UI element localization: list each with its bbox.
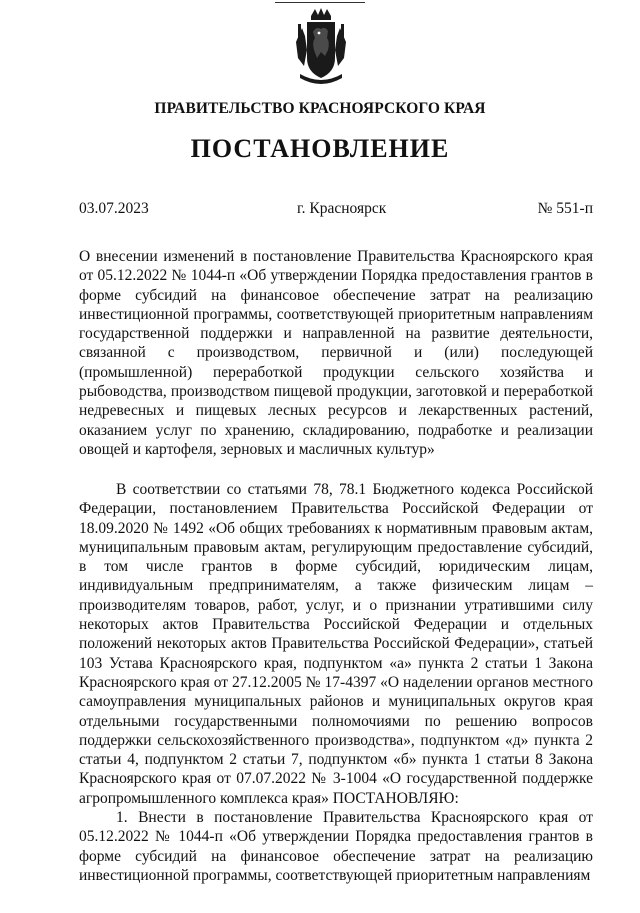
- coat-of-arms-icon: [292, 6, 350, 86]
- preamble-paragraph: В соответствии со статьями 78, 78.1 Бюджетного кодекса Российской Федерации, постановлением Правительства Российской Федерации от 18.09.2020 № 1492 «Об общих требованиях к нормативным правовым актам, муниципальным правовым актам, регулирующим предоставление субсидий, в том числе грантов в форме субсидий, юридическим лицам, индивидуальным предпринимателям, а также физическим лицам – производителям товаров, работ, услуг, и о признании утратившими силу некоторых актов Правительства Российской Федерации и отдельных положений некоторых актов Правительства Российской Федерации», статьей 103 Устава Красноярского края, подпунктом «а» пункта 2 статьи 1 Закона Красноярского края от 27.12.2005 № 17-4397 «О наделении органов местного самоуправления муниципальных районов и муниципальных округов края отдельными государственными полномочиями по решению вопросов поддержки сельскохозяйственного производства», подпунктом «д» пункта 2 статьи 4, подпунктом 2 статьи 7, подпунктом «б» пункта 1 статьи 8 Закона Красноярского края от 07.07.2022 № 3-1004 «О государственной поддержке агропромышленного комплекса края» ПОСТАНОВЛЯЮ:: [79, 481, 593, 807]
- document-body: [79, 480, 593, 885]
- document-meta: [79, 200, 593, 220]
- document-date: 03.07.2023: [79, 200, 149, 217]
- document-number: № 551-п: [537, 200, 593, 217]
- top-rule: [275, 2, 365, 3]
- item-1-paragraph: 1. Внести в постановление Правительства Красноярского края от 05.12.2022 № 1044-п «Об утверждении Порядка предоставления грантов в форме субсидий на финансовое обеспечение затрат на реализацию инвестиционной программы, соответствующей приоритетным направлениям: [79, 809, 593, 884]
- document-city: г. Красноярск: [297, 200, 387, 217]
- government-name: ПРАВИТЕЛЬСТВО КРАСНОЯРСКОГО КРАЯ: [154, 100, 486, 117]
- document-type: ПОСТАНОВЛЕНИЕ: [190, 134, 450, 163]
- document-subject: О внесении изменений в постановление Правительства Красноярского края от 05.12.2022 № 1044-п «Об утверждении Порядка предоставления грантов в форме субсидий на финансовое обеспечение затрат на реализацию инвестиционной программы, соответствующей приоритетным направлениям государственной поддержки и направленной на развитие деятельности, связанной с производством, первичной и (или) последующей (промышленной) переработкой продукции сельского хозяйства и рыбоводства, производством пищевой продукции, заготовкой и переработкой недревесных и пищевых лесных ресурсов и лекарственных растений, оказанием услуг по хранению, складированию, подработке и реализации овощей и картофеля, зерновых и масличных культур»: [79, 248, 593, 458]
